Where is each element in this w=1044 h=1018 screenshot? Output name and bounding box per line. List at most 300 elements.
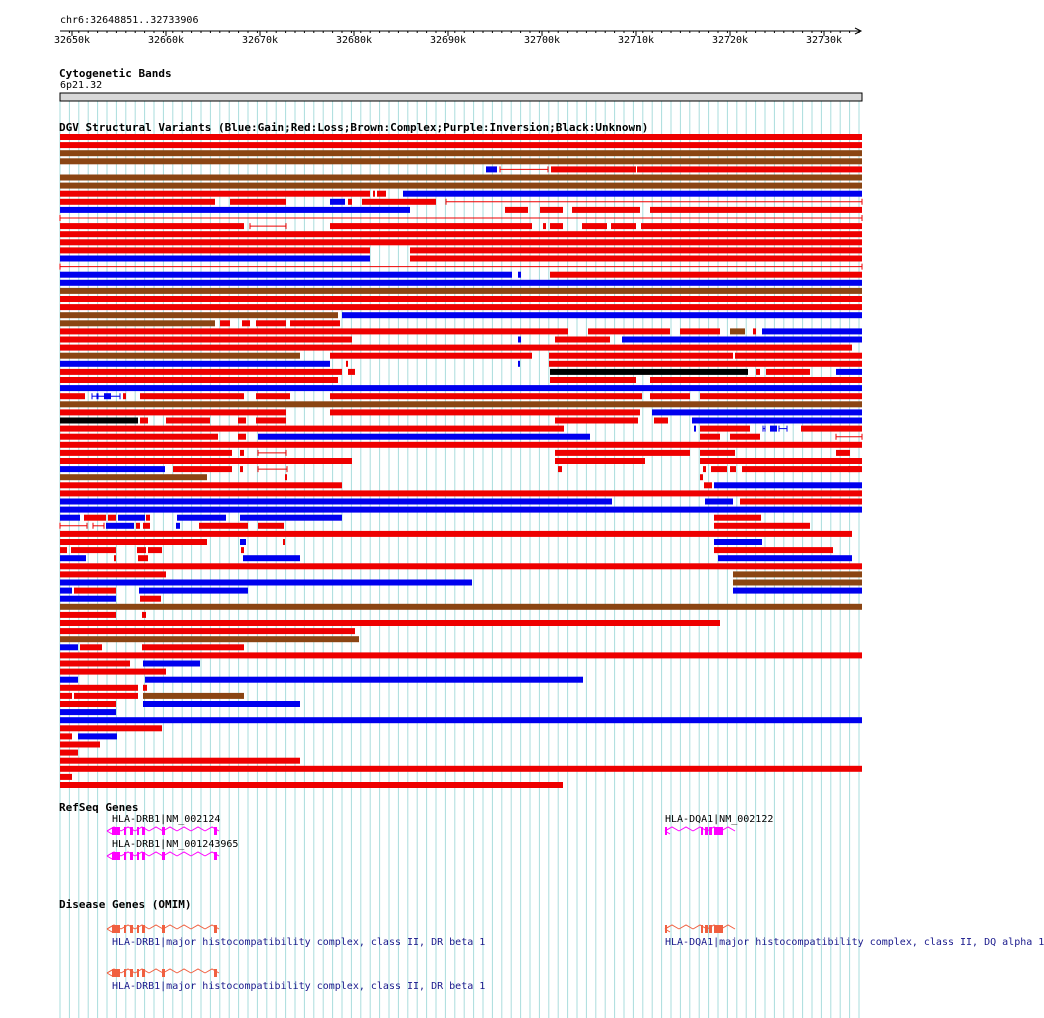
structural-variant [142, 612, 146, 618]
structural-variant [700, 474, 703, 480]
structural-variant [505, 207, 528, 213]
structural-variant [348, 199, 352, 205]
refseq-gene-label: HLA-DRB1|NM_002124 [112, 814, 221, 825]
structural-variant [60, 175, 862, 181]
structural-variant [142, 644, 244, 650]
structural-variant [753, 328, 756, 334]
refseq-gene-label: HLA-DRB1|NM_001243965 [112, 839, 239, 850]
gene-exon [112, 827, 120, 835]
structural-variant [60, 418, 138, 424]
structural-variant [377, 191, 386, 197]
structural-variant [549, 353, 733, 359]
structural-variant [60, 652, 862, 658]
structural-variant [700, 450, 735, 456]
gene-exon [112, 925, 120, 933]
structural-variant [730, 434, 760, 440]
structural-variant [283, 539, 285, 545]
gene-intron [163, 827, 177, 831]
structural-variant [60, 345, 852, 351]
structural-variant [143, 693, 244, 699]
structural-variant [555, 450, 690, 456]
gene-exon [214, 969, 217, 977]
structural-variant [114, 555, 116, 561]
gene-exon [142, 827, 145, 835]
structural-variant [650, 207, 862, 213]
structural-variant [60, 620, 720, 626]
gene-exon [214, 852, 217, 860]
gene-exon [709, 827, 712, 835]
omim-gene-label: HLA-DRB1|major histocompatibility complex, class II, DR beta 1 [112, 981, 486, 992]
structural-variant [700, 458, 862, 464]
structural-variant [146, 515, 150, 521]
structural-variant [166, 418, 210, 424]
structural-variant [60, 369, 342, 375]
structural-variant [60, 442, 862, 448]
gene-exon [705, 827, 708, 835]
gene-exon [665, 827, 667, 835]
structural-variant [714, 482, 862, 488]
gene-intron [191, 852, 205, 856]
ruler-tick-label: 32700k [523, 35, 561, 46]
structural-variant [650, 393, 690, 399]
structural-variant [60, 401, 862, 407]
structural-variant [60, 134, 862, 140]
structural-variant [60, 563, 862, 569]
structural-variant [733, 588, 862, 594]
omim-gene-hla-drb1 [107, 969, 219, 977]
gene-exon [130, 925, 133, 933]
gene-exon [162, 925, 165, 933]
structural-variant [220, 320, 230, 326]
structural-variant [256, 418, 286, 424]
structural-variant [60, 669, 166, 675]
structural-variant [60, 555, 86, 561]
structural-variant [138, 555, 148, 561]
structural-variant [60, 482, 342, 488]
gene-exon [130, 827, 133, 835]
structural-variant [60, 725, 162, 731]
structural-variant [240, 450, 244, 456]
structural-variant [60, 571, 166, 577]
gene-exon [130, 852, 133, 860]
structural-variant [60, 539, 207, 545]
structural-variant [143, 685, 147, 691]
structural-variant [106, 523, 134, 529]
structural-variant [611, 223, 636, 229]
gene-exon [214, 925, 217, 933]
structural-variant [518, 361, 520, 367]
ruler-tick-label: 32670k [241, 35, 279, 46]
structural-variant [730, 328, 745, 334]
structural-variant [60, 256, 370, 262]
strand-arrow-icon [107, 853, 112, 859]
structural-variant [258, 434, 590, 440]
structural-variant [549, 361, 862, 367]
omim-track-title: Disease Genes (OMIM) [59, 898, 192, 911]
structural-variant [177, 515, 226, 521]
structural-variant [518, 337, 521, 343]
structural-variant [143, 701, 300, 707]
structural-variant [60, 685, 138, 691]
gene-intron [163, 852, 177, 856]
structural-variant [118, 515, 145, 521]
gene-exon [162, 852, 165, 860]
structural-variant [60, 426, 564, 432]
structural-variant [330, 353, 532, 359]
structural-variant [410, 247, 862, 253]
structural-variant [756, 369, 760, 375]
gene-intron [149, 827, 163, 831]
structural-variant [692, 418, 862, 424]
structural-variant [740, 499, 862, 505]
structural-variant [80, 644, 102, 650]
gene-intron [721, 827, 735, 831]
structural-variant [550, 377, 636, 383]
structural-variant [60, 320, 215, 326]
structural-variant [551, 166, 636, 172]
gene-hla-drb1 [107, 852, 219, 860]
structural-variant [60, 596, 116, 602]
dgv-track-title: DGV Structural Variants (Blue:Gain;Red:Loss;Brown:Complex;Purple:Inversion;Black:Unknown) [59, 121, 649, 134]
structural-variant [60, 458, 352, 464]
structural-variant [555, 458, 645, 464]
region-label: chr6:32648851..32733906 [60, 15, 199, 26]
structural-variant [108, 515, 116, 521]
structural-variant [60, 750, 78, 756]
structural-variant [241, 547, 244, 553]
gene-exon [112, 852, 120, 860]
structural-variant [243, 555, 300, 561]
gene-hla-dqa1 [665, 827, 735, 835]
structural-variant [60, 531, 852, 537]
gene-exon [701, 827, 703, 835]
structural-variant [330, 409, 640, 415]
structural-variant [801, 426, 862, 432]
structural-variant [60, 304, 862, 310]
gene-intron [177, 969, 191, 973]
omim-gene-hla-drb1 [107, 925, 219, 933]
structural-variant [60, 272, 512, 278]
structural-variant [718, 555, 852, 561]
structural-variant [60, 515, 80, 521]
structural-variant [60, 231, 862, 237]
structural-variant [60, 766, 862, 772]
structural-variant [558, 466, 562, 472]
gene-exon [665, 925, 667, 933]
structural-variant [240, 539, 246, 545]
structural-variant [60, 337, 352, 343]
structural-variant [123, 393, 126, 399]
structural-variant [78, 733, 117, 739]
structural-variant [60, 142, 862, 148]
structural-variant [240, 466, 243, 472]
gene-exon [162, 969, 165, 977]
structural-variant [60, 709, 116, 715]
structural-variant [703, 466, 706, 472]
gene-intron [177, 827, 191, 831]
structural-variant [60, 353, 300, 359]
structural-variant [60, 191, 370, 197]
structural-variant [143, 661, 200, 667]
gene-intron [721, 925, 735, 929]
structural-variant [60, 199, 215, 205]
structural-variant [74, 588, 116, 594]
structural-variant [60, 150, 862, 156]
structural-variant [60, 580, 472, 586]
structural-variant [836, 450, 850, 456]
omim-gene-label: HLA-DQA1|major histocompatibility complex, class II, DQ alpha 1 [665, 937, 1044, 948]
structural-variant [550, 272, 862, 278]
structural-variant [711, 466, 727, 472]
structural-variant [60, 239, 862, 245]
structural-variant [543, 223, 546, 229]
omim-gene-label: HLA-DRB1|major histocompatibility complex, class II, DR beta 1 [112, 937, 486, 948]
structural-variant [362, 199, 436, 205]
structural-variant [555, 418, 638, 424]
gene-exon [142, 969, 145, 977]
structural-variant [704, 482, 712, 488]
structural-variant [256, 320, 286, 326]
structural-variant [60, 247, 370, 253]
structural-variant [403, 191, 862, 197]
structural-variant [486, 166, 497, 172]
gene-exon [124, 925, 126, 933]
gene-exon [137, 852, 139, 860]
gene-intron [177, 925, 191, 929]
structural-variant [60, 742, 100, 748]
structural-variant [410, 256, 862, 262]
structural-variant [60, 466, 165, 472]
gene-exon [137, 969, 139, 977]
structural-variant [733, 571, 862, 577]
gene-intron [163, 969, 177, 973]
gene-exon [124, 852, 126, 860]
gene-intron [679, 925, 693, 929]
structural-variant [60, 507, 862, 513]
structural-variant [60, 604, 862, 610]
gene-exon [714, 925, 723, 933]
structural-variant [637, 166, 862, 172]
gene-exon [124, 827, 126, 835]
structural-variant [60, 717, 862, 723]
structural-variant [285, 474, 287, 480]
structural-variant [714, 547, 833, 553]
structural-variant [60, 296, 862, 302]
structural-variant [60, 636, 359, 642]
ruler-tick-label: 32730k [805, 35, 843, 46]
gene-intron [191, 827, 205, 831]
structural-variant [60, 385, 862, 391]
structural-variant [60, 183, 862, 189]
gene-exon [137, 925, 139, 933]
structural-variant [555, 337, 610, 343]
structural-variant [60, 409, 286, 415]
structural-variant [104, 393, 111, 399]
structural-variant [60, 393, 85, 399]
structural-variant [342, 312, 862, 318]
gene-intron [149, 852, 163, 856]
structural-variant [762, 328, 862, 334]
structural-variant [346, 361, 348, 367]
structural-variant [238, 418, 246, 424]
structural-variant [242, 320, 250, 326]
structural-variant [622, 337, 862, 343]
structural-variant [518, 272, 521, 278]
structural-variant [60, 328, 568, 334]
gene-exon [124, 969, 126, 977]
structural-variant [705, 499, 733, 505]
gene-exon [130, 969, 133, 977]
ruler-tick-label: 32660k [147, 35, 185, 46]
structural-variant [60, 280, 862, 286]
structural-variant [176, 523, 180, 529]
structural-variant [735, 353, 862, 359]
structural-variant [550, 369, 748, 375]
structural-variant [143, 523, 150, 529]
structural-variant [60, 693, 72, 699]
structural-variant [256, 393, 290, 399]
structural-variant [60, 312, 338, 318]
structural-variant [60, 499, 612, 505]
gene-exon [709, 925, 712, 933]
structural-variant [60, 733, 72, 739]
structural-variant [60, 450, 232, 456]
gene-intron [191, 969, 205, 973]
structural-variant [60, 158, 862, 164]
structural-variant [139, 588, 248, 594]
structural-variant [373, 191, 375, 197]
structural-variant [60, 758, 300, 764]
structural-variant [74, 693, 138, 699]
ruler-tick-label: 32710k [617, 35, 655, 46]
omim-gene-hla-dqa1 [665, 925, 735, 933]
gene-intron [679, 827, 693, 831]
structural-variant [60, 474, 207, 480]
strand-arrow-icon [107, 926, 112, 932]
structural-variant [60, 774, 72, 780]
structural-variant [60, 547, 67, 553]
strand-arrow-icon [107, 970, 112, 976]
refseq-gene-label: HLA-DQA1|NM_002122 [665, 814, 774, 825]
gene-intron [149, 969, 163, 973]
structural-variant [136, 523, 140, 529]
structural-variant [140, 418, 148, 424]
structural-variant [60, 612, 116, 618]
structural-variant [652, 409, 862, 415]
structural-variant [173, 466, 232, 472]
cytoband-bar [60, 93, 862, 101]
structural-variant [140, 393, 244, 399]
gene-intron [163, 925, 177, 929]
structural-variant [572, 207, 640, 213]
gene-intron [665, 827, 679, 831]
structural-variant [60, 377, 338, 383]
structural-variant [582, 223, 607, 229]
structural-variant [60, 588, 72, 594]
structural-variant [680, 328, 720, 334]
structural-variant [230, 199, 286, 205]
structural-variant [140, 596, 161, 602]
gene-intron [191, 925, 205, 929]
cytoband-track-title: Cytogenetic Bands [59, 67, 172, 80]
refseq-track-title: RefSeq Genes [59, 801, 139, 814]
structural-variant [348, 369, 355, 375]
gene-intron [665, 925, 679, 929]
structural-variant [145, 677, 583, 683]
structural-variant [240, 515, 342, 521]
structural-variant [199, 523, 248, 529]
structural-variant [84, 515, 106, 521]
gene-exon [214, 827, 217, 835]
structural-variant [730, 466, 736, 472]
structural-variant [654, 418, 668, 424]
cytoband-label: 6p21.32 [60, 80, 103, 91]
structural-variant [836, 369, 862, 375]
structural-variant [60, 644, 78, 650]
structural-variant [60, 288, 862, 294]
structural-variant [714, 539, 762, 545]
gene-exon [142, 852, 145, 860]
structural-variant [540, 207, 563, 213]
structural-variant [137, 547, 146, 553]
structural-variant [60, 782, 563, 788]
structural-variant [290, 320, 340, 326]
structural-variant [330, 393, 642, 399]
ruler-tick-label: 32690k [429, 35, 467, 46]
gene-exon [162, 827, 165, 835]
gene-intron [693, 827, 707, 831]
structural-variant [60, 701, 116, 707]
structural-variant [700, 393, 862, 399]
structural-variant [714, 515, 761, 521]
structural-variant [700, 426, 750, 432]
structural-variant [60, 361, 330, 367]
gene-exon [701, 925, 703, 933]
structural-variant [742, 466, 862, 472]
structural-variant [588, 328, 670, 334]
gene-intron [693, 925, 707, 929]
structural-variant [60, 434, 218, 440]
structural-variant [330, 223, 532, 229]
structural-variant [700, 434, 720, 440]
structural-variant [238, 434, 246, 440]
structural-variant [330, 199, 345, 205]
structural-variant [258, 523, 284, 529]
structural-variant [733, 580, 862, 586]
structural-variant [60, 223, 244, 229]
gene-intron [177, 852, 191, 856]
ruler-tick-label: 32680k [335, 35, 373, 46]
structural-variant [60, 628, 355, 634]
gene-exon [714, 827, 723, 835]
structural-variant [60, 661, 130, 667]
gene-exon [112, 969, 120, 977]
structural-variant [694, 426, 696, 432]
gene-exon [142, 925, 145, 933]
ruler-tick-label: 32650k [53, 35, 91, 46]
structural-variant [641, 223, 862, 229]
structural-variant [766, 369, 810, 375]
structural-variant [714, 523, 810, 529]
strand-arrow-icon [107, 828, 112, 834]
structural-variant [148, 547, 162, 553]
gene-hla-drb1 [107, 827, 219, 835]
structural-variant [770, 426, 777, 432]
structural-variant [60, 677, 78, 683]
structural-variant [60, 490, 862, 496]
ruler-tick-label: 32720k [711, 35, 749, 46]
structural-variant [550, 223, 563, 229]
